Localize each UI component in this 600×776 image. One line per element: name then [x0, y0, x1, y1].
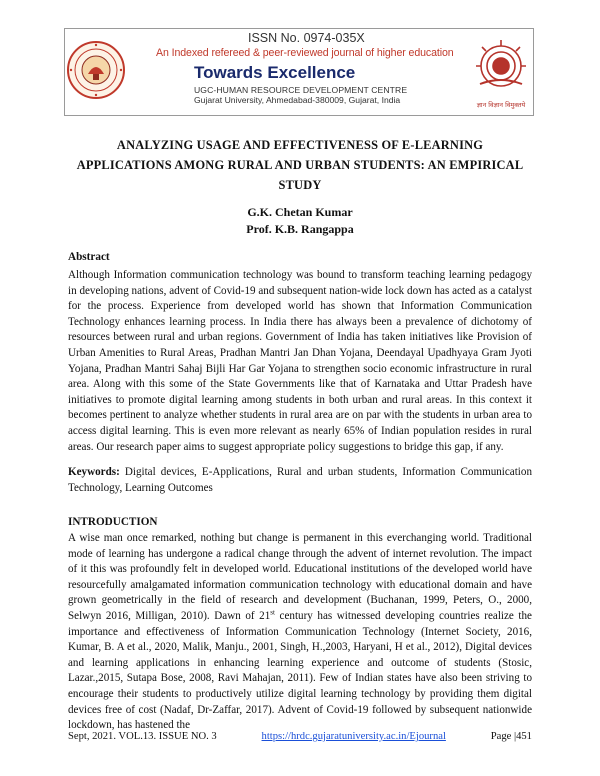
title-line: ANALYZING USAGE AND EFFECTIVENESS OF E-LEARNING — [116, 138, 484, 152]
gujarat-university-seal-icon — [66, 40, 126, 100]
intro-text-part: century has witnessed developing countries realize the importance and effectiveness of Information Communication Technology (Internet Society, 2016, Kumar, B. A et al., 2020, Malik, Manju., 2001, Singh, H.,2003, Haryani, H et al., 2012), Digital devices and learning applications in enhancing learning experience and outcome of students (Stosic, Lazar.,2015, Sutapa Bose, 2008, Ravi Mahajan, 2011). Few of Indian states have also been striving to encourage their students to productively utilize digital learning technology by providing them digital devices free of cost (Nadaf, Dr-Zaffar, 2017). Advent of Covid-19 followed by subsequent nationwide lockdown, has hastened the — [68, 609, 532, 732]
journal-tagline: An Indexed refereed & peer-reviewed journal of higher education — [156, 47, 454, 59]
journal-url-link[interactable]: https://hrdc.gujaratuniversity.ac.in/Ejournal — [261, 731, 446, 742]
issue-info: Sept, 2021. VOL.13. ISSUE NO. 3 — [68, 731, 217, 742]
header-text-block — [156, 31, 456, 105]
keywords-text: Digital devices, E-Applications, Rural and urban students, Information Communication Technology, Learning Outcomes — [68, 466, 532, 494]
paper-title — [60, 135, 540, 195]
emblem-caption: ज्ञान विज्ञान विमुक्तये — [476, 101, 526, 109]
keywords — [68, 465, 532, 496]
keywords-label: Keywords: — [68, 466, 120, 478]
introduction-heading: INTRODUCTION — [68, 516, 158, 528]
intro-text-part: A wise man once remarked, nothing but change is permanent in this everchanging world. Traditional mode of learning has undergone a radical change through the advent of internet revolution. The impact of it this was profoundly felt in developed world. Educational institutions of the developed world have resourcefully amalgamated information communication technology with educational domain and have grown geometrically in the field of research and development (Buchanan, 1999, Peters, O., 2000, Selwyn 2016, Milligan, 2010). Dawn of 21 — [68, 532, 532, 622]
publisher-address: Gujarat University, Ahmedabad-380009, Gujarat, India — [194, 95, 401, 105]
author-name: Prof. K.B. Rangappa — [246, 222, 354, 236]
journal-title: Towards Excellence — [194, 63, 356, 82]
page-footer — [68, 731, 532, 742]
abstract-text: Although Information communication technology was bound to transform teaching learning pedagogy in developing nations, advent of Covid-19 and subsequent nation-wide lock down has acted as a catalyst for the process. Experience from developed world has shown that Information Communication Technology enhances learning process. In India there has always been a prevalence of dichotomy of resources between rural and urban regions. Government of India has taken initiatives like Provision of Urban Amenities to Rural Areas, Pradhan Mantri Jan Dhan Yojana, Deendayal Upadhyaya Gram Jyoti Yojana, Pradhan Mantri Sahaj Bijli Har Gar Yojana to strengthen socio economic infrastructure in rural area. Along with this some of the State Governments like that of Karnataka and Uttar Pradesh have initiatives to promote digital learning among students in both urban and rural areas. In this context it becomes pertinent to analyze whether students in rural area are on par with the students in urban area to access digital learning. This is even more relevant as nearly 65% of Indian population resides in rural areas. Our research paper aims to suggest appropriate policy suggestions to bridge this gap, if any. — [68, 269, 532, 453]
title-line: STUDY — [278, 178, 322, 192]
author-name: G.K. Chetan Kumar — [247, 205, 353, 219]
abstract-heading: Abstract — [68, 251, 110, 263]
superscript: st — [270, 608, 275, 617]
title-line: APPLICATIONS AMONG RURAL AND URBAN STUDENTS: AN EMPIRICAL — [76, 158, 524, 172]
ugc-emblem-icon — [468, 36, 534, 94]
publisher-centre: UGC-HUMAN RESOURCE DEVELOPMENT CENTRE — [194, 85, 408, 95]
ugc-emblem — [468, 36, 534, 108]
introduction-text — [68, 531, 532, 734]
issn-number: ISSN No. 0974-035X — [248, 31, 365, 45]
page-number: Page |451 — [490, 731, 532, 742]
